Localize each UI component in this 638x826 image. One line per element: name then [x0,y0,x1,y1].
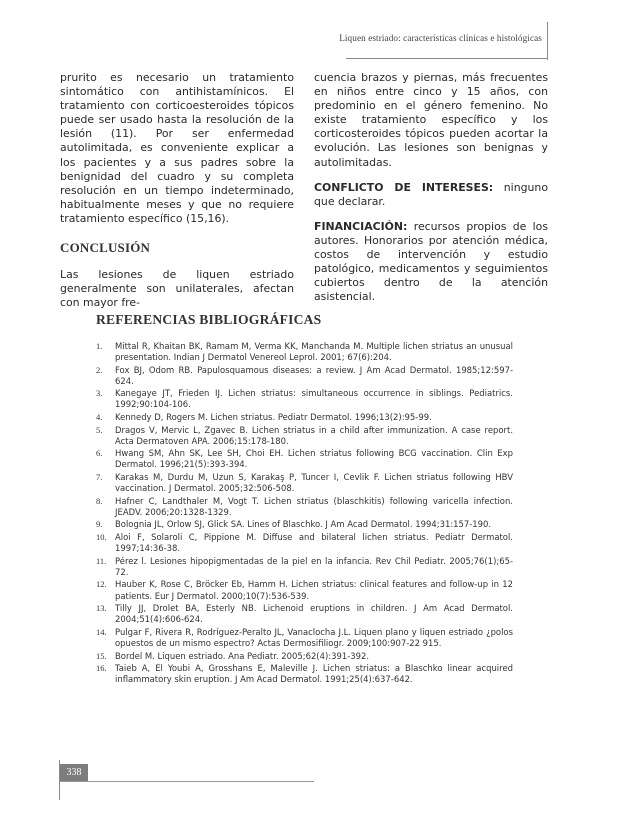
reference-item [96,448,513,470]
reference-number: 7. [96,472,103,483]
conclusion-paragraph: Las lesiones de liquen estriado generalmente son unilaterales, afectan con mayor fre- [60,268,294,310]
reference-text: Hafner C, Landthaler M, Vogt T. Lichen striatus (blaschkitis) following varicella infection. JEADV. 2006;20:1328-1329. [115,495,513,517]
reference-item [96,532,513,554]
reference-number: 9. [96,519,103,530]
reference-text: Hwang SM, Ahn SK, Lee SH, Choi EH. Lichen striatus following BCG vaccination. Clin Exp Dermatol. 1996;21(5):393-394. [115,448,513,470]
reference-text: Fox BJ, Odom RB. Papulosquamous diseases: a review. J Am Acad Dermatol. 1985;12:597-624. [115,364,513,386]
reference-number: 16. [96,663,107,674]
reference-item [96,663,513,685]
reference-item [96,579,513,601]
reference-item [96,603,513,625]
references-list [96,341,513,687]
reference-text: Pérez l. Lesiones hipopigmentadas de la piel en la infancia. Rev Chil Pediatr. 2005;76(1);65-72. [115,555,513,577]
reference-text: Kennedy D, Rogers M. Lichen striatus. Pediatr Dermatol. 1996;13(2):95-99. [115,412,432,423]
page-number: 338 [66,767,82,778]
header-vertical-rule [547,22,548,60]
reference-item [96,556,513,578]
reference-item [96,651,513,662]
reference-text: Mittal R, Khaitan BK, Ramam M, Verma KK, Manchanda M. Multiple lichen striatus an unusual presentation. Indian J Dermatol Venereol Leprol. 2001; 67(6):204. [115,341,513,363]
conflict-of-interest-paragraph [314,181,548,209]
reference-text: Pulgar F, Rivera R, Rodríguez-Peralto JL, Vanaclocha J.L. Liquen plano y liquen estriado ¿polos opuestos de un mismo espectro? Actas Dermosifiliogr. 2009;100:907-22 915. [115,626,513,648]
reference-number: 2. [96,364,103,375]
reference-item [96,341,513,363]
reference-number: 6. [96,448,103,459]
reference-text: Kanegaye JT, Frieden IJ. Lichen striatus: simultaneous occurrence in siblings. Pediatrics. 1992;90:104-106. [115,388,513,410]
reference-item [96,388,513,410]
reference-text: Dragos V, Mervic L, Zgavec B. Lichen striatus in a child after immunization. A case report. Acta Dermatoven APA. 2006;15:178-180. [115,424,513,446]
conflict-label: CONFLICTO DE INTERESES: [314,180,494,194]
running-header-title: Liquen estriado: características clínicas e histológicas [339,33,542,43]
header-horizontal-rule [346,58,548,59]
reference-item [96,365,513,387]
reference-number: 15. [96,650,107,661]
reference-text: Bordel M. Liquen estriado. Ana Pediatr. 2005;62(4):391-392. [115,650,370,661]
references-heading: REFERENCIAS BIBLIOGRÁFICAS [96,312,322,327]
reference-text: Karakas M, Durdu M, Uzun S, Karakaş P, Tuncer I, Cevlik F. Lichen striatus following HBV vaccination. J Dermatol. 2005;32:506-508. [115,472,513,494]
reference-item [96,627,513,649]
reference-number: 13. [96,603,107,614]
reference-item [96,412,513,423]
reference-number: 4. [96,412,103,423]
funding-text: recursos propios de los autores. Honorarios por atención médica, costos de intervención y estudio patológico, medicamentos y seguimientos cubiertos dentro de la atención asistencial. [314,219,548,304]
left-column [60,71,294,310]
left-paragraph: prurito es necesario un tratamiento sintomático con antihistamínicos. El tratamiento con corticoesteroides tópicos puede ser usado hasta la resolución de la lesión (11). Por ser enfermedad autolimitada, es conveniente explicar a los pacientes y a sus padres sobre la benignidad del cuadro y su completa resolución en un tiempo indeterminado, habitualmente meses y que no requiere tratamiento específico (15,16). [60,71,294,225]
conclusion-heading: CONCLUSIÓN [60,240,151,256]
reference-item [96,472,513,494]
reference-number: 8. [96,495,103,506]
reference-number: 1. [96,341,103,351]
reference-number: 3. [96,388,103,399]
funding-label: FINANCIACIÓN: [314,219,408,233]
reference-text: Tilly JJ, Drolet BA, Esterly NB. Lichenoid eruptions in children. J Am Acad Dermatol. 2004;51(4):606-624. [115,603,513,625]
reference-number: 12. [96,579,107,590]
reference-number: 11. [96,555,107,566]
reference-text: Aloi F, Solaroli C, Pippione M. Diffuse and bilateral lichen striatus. Pediatr Dermatol. 1997;14:36-38. [115,532,513,554]
conflict-text: ninguno que declarar. [314,180,548,208]
reference-text: Taieb A, El Youbi A, Grosshans E, Maleville J. Lichen striatus: a Blaschko linear acquired inflammatory skin eruption. J Am Acad Dermatol. 1991;25(4):637-642. [115,663,513,685]
reference-number: 14. [96,626,107,637]
reference-number: 5. [96,424,103,435]
reference-number: 10. [96,532,107,543]
right-column [314,71,548,304]
reference-text: Bolognia JL, Orlow SJ, Glick SA. Lines of Blaschko. J Am Acad Dermatol. 1994;31:157-190. [115,519,492,530]
reference-item [96,496,513,518]
reference-text: Hauber K, Rose C, Bröcker Eb, Hamm H. Lichen striatus: clinical features and follow-up in 12 patients. Eur J Dermatol. 2000;10(7):536-539. [115,579,513,601]
footer-horizontal-rule [59,781,314,782]
funding-paragraph [314,220,548,305]
right-paragraph: cuencia brazos y piernas, más frecuentes en niños entre cinco y 15 años, con predominio en el género femenino. No existe tratamiento específico y los corticosteroides tópicos pueden acortar la evolución. Las lesiones son benignas y autolimitadas. [314,71,548,169]
reference-item [96,519,513,530]
reference-item [96,425,513,447]
